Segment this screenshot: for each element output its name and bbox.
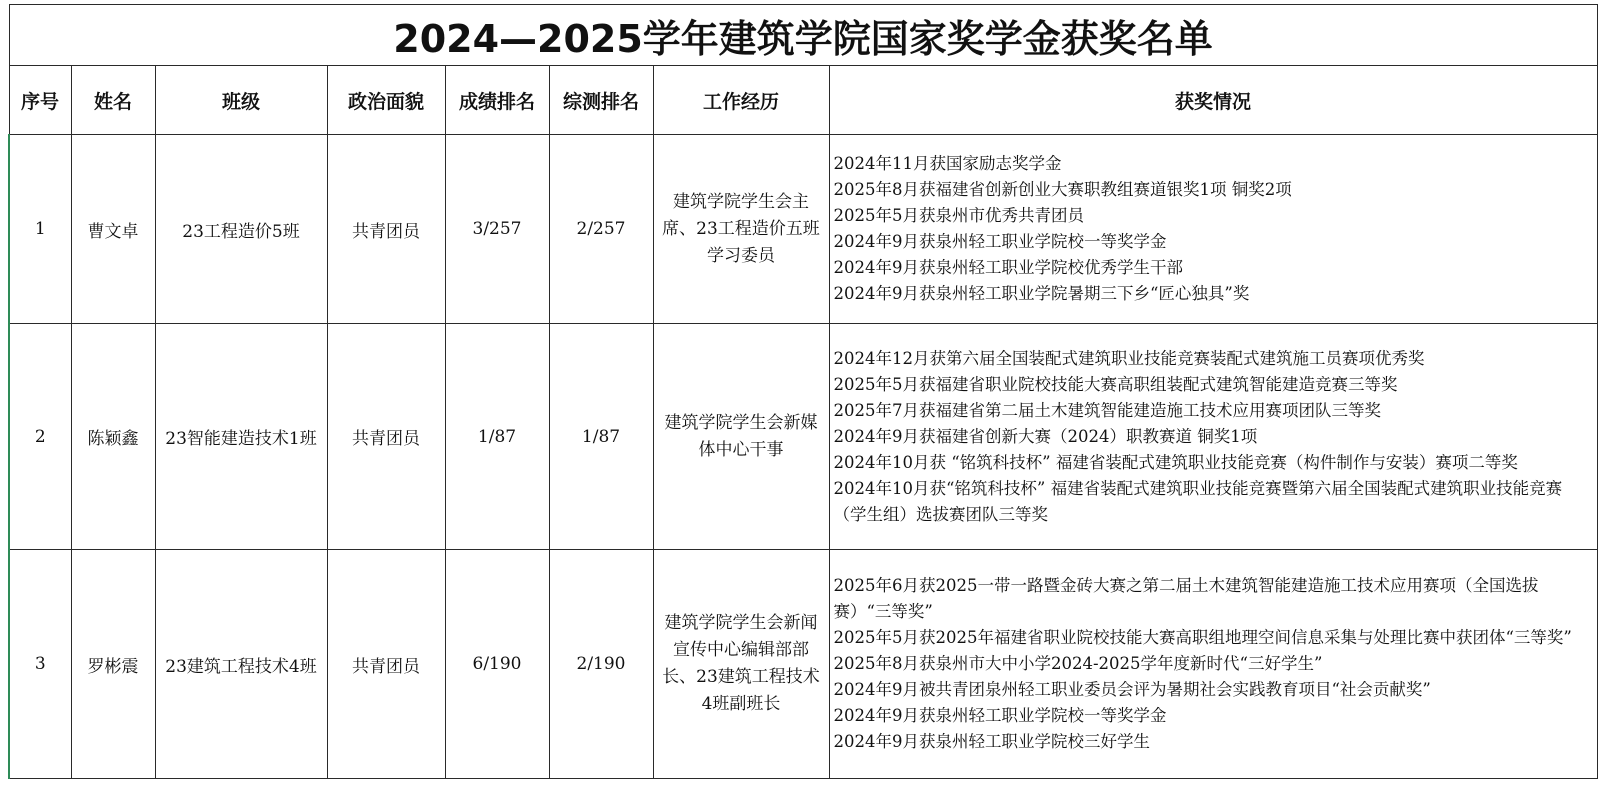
header-name: 姓名 <box>71 66 155 135</box>
table-row <box>9 135 1597 324</box>
award-item: 2024年11月获国家励志奖学金 <box>833 154 1062 173</box>
row-awards <box>829 324 1597 550</box>
row-name: 陈颖鑫 <box>71 324 155 550</box>
row-class: 23建筑工程技术4班 <box>155 550 327 779</box>
award-item: 2024年9月获福建省创新大赛（2024）职教赛道 铜奖1项 <box>833 426 1258 446</box>
row-name: 罗彬震 <box>71 550 155 779</box>
row-overall-rank: 1/87 <box>549 324 653 550</box>
row-name: 曹文卓 <box>71 135 155 324</box>
header-awards: 获奖情况 <box>829 66 1597 135</box>
row-overall-rank: 2/190 <box>549 550 653 779</box>
header-overall-rank: 综测排名 <box>549 66 653 135</box>
row-grade-rank: 3/257 <box>445 135 549 324</box>
row-grade-rank: 6/190 <box>445 550 549 779</box>
header-class: 班级 <box>155 66 327 135</box>
table-row <box>9 324 1597 550</box>
row-awards <box>829 550 1597 779</box>
award-item: 2024年9月被共青团泉州轻工职业委员会评为暑期社会实践教育项目“社会贡献奖” <box>833 680 1431 699</box>
header-row <box>9 66 1597 135</box>
award-item: 2025年5月获2025年福建省职业院校技能大赛高职组地理空间信息采集与处理比赛中获团体“三等奖” <box>833 628 1572 647</box>
award-item: 2025年5月获泉州市优秀共青团员 <box>833 206 1084 225</box>
row-awards <box>829 135 1597 324</box>
row-politics: 共青团员 <box>327 324 445 550</box>
header-index: 序号 <box>9 66 71 135</box>
row-class: 23智能建造技术1班 <box>155 324 327 550</box>
row-index: 1 <box>9 135 71 324</box>
row-class: 23工程造价5班 <box>155 135 327 324</box>
row-grade-rank: 1/87 <box>445 324 549 550</box>
award-item: 2024年9月获泉州轻工职业学院校一等奖学金 <box>833 232 1167 251</box>
award-item: 2025年6月获2025一带一路暨金砖大赛之第二届土木建筑智能建造施工技术应用赛项（全国选拔赛）“三等奖” <box>833 576 1539 621</box>
row-experience: 建筑学院学生会主席、23工程造价五班学习委员 <box>653 135 829 324</box>
page-title: 2024—2025学年建筑学院国家奖学金获奖名单 <box>9 5 1597 66</box>
row-experience: 建筑学院学生会新媒体中心干事 <box>653 324 829 550</box>
award-item: 2025年8月获泉州市大中小学2024-2025学年度新时代“三好学生” <box>833 654 1323 673</box>
row-experience: 建筑学院学生会新闻宣传中心编辑部部长、23建筑工程技术4班副班长 <box>653 550 829 779</box>
row-index: 2 <box>9 324 71 550</box>
award-item: 2024年9月获泉州轻工职业学院暑期三下乡“匠心独具”奖 <box>833 284 1250 303</box>
award-item: 2025年8月获福建省创新创业大赛职教组赛道银奖1项 铜奖2项 <box>833 180 1292 199</box>
award-item: 2024年10月获 “铭筑科技杯” 福建省装配式建筑职业技能竞赛（构件制作与安装）赛项二等奖 <box>833 452 1518 472</box>
award-item: 2025年7月获福建省第二届土木建筑智能建造施工技术应用赛项团队三等奖 <box>833 400 1381 420</box>
scholarship-table <box>8 4 1598 779</box>
award-item: 2024年12月获第六届全国装配式建筑职业技能竞赛装配式建筑施工员赛项优秀奖 <box>833 348 1425 368</box>
award-item: 2024年9月获泉州轻工职业学院校一等奖学金 <box>833 706 1167 725</box>
row-politics: 共青团员 <box>327 135 445 324</box>
row-overall-rank: 2/257 <box>549 135 653 324</box>
header-politics: 政治面貌 <box>327 66 445 135</box>
award-item: 2024年9月获泉州轻工职业学院校优秀学生干部 <box>833 258 1183 277</box>
award-item: 2024年9月获泉州轻工职业学院校三好学生 <box>833 732 1150 751</box>
header-experience: 工作经历 <box>653 66 829 135</box>
row-index: 3 <box>9 550 71 779</box>
header-grade-rank: 成绩排名 <box>445 66 549 135</box>
award-item: 2024年10月获“铭筑科技杯” 福建省装配式建筑职业技能竞赛暨第六届全国装配式建筑职业技能竞赛（学生组）选拔赛团队三等奖 <box>833 478 1563 524</box>
row-politics: 共青团员 <box>327 550 445 779</box>
award-item: 2025年5月获福建省职业院校技能大赛高职组装配式建筑智能建造竞赛三等奖 <box>833 374 1398 394</box>
table-row <box>9 550 1597 779</box>
